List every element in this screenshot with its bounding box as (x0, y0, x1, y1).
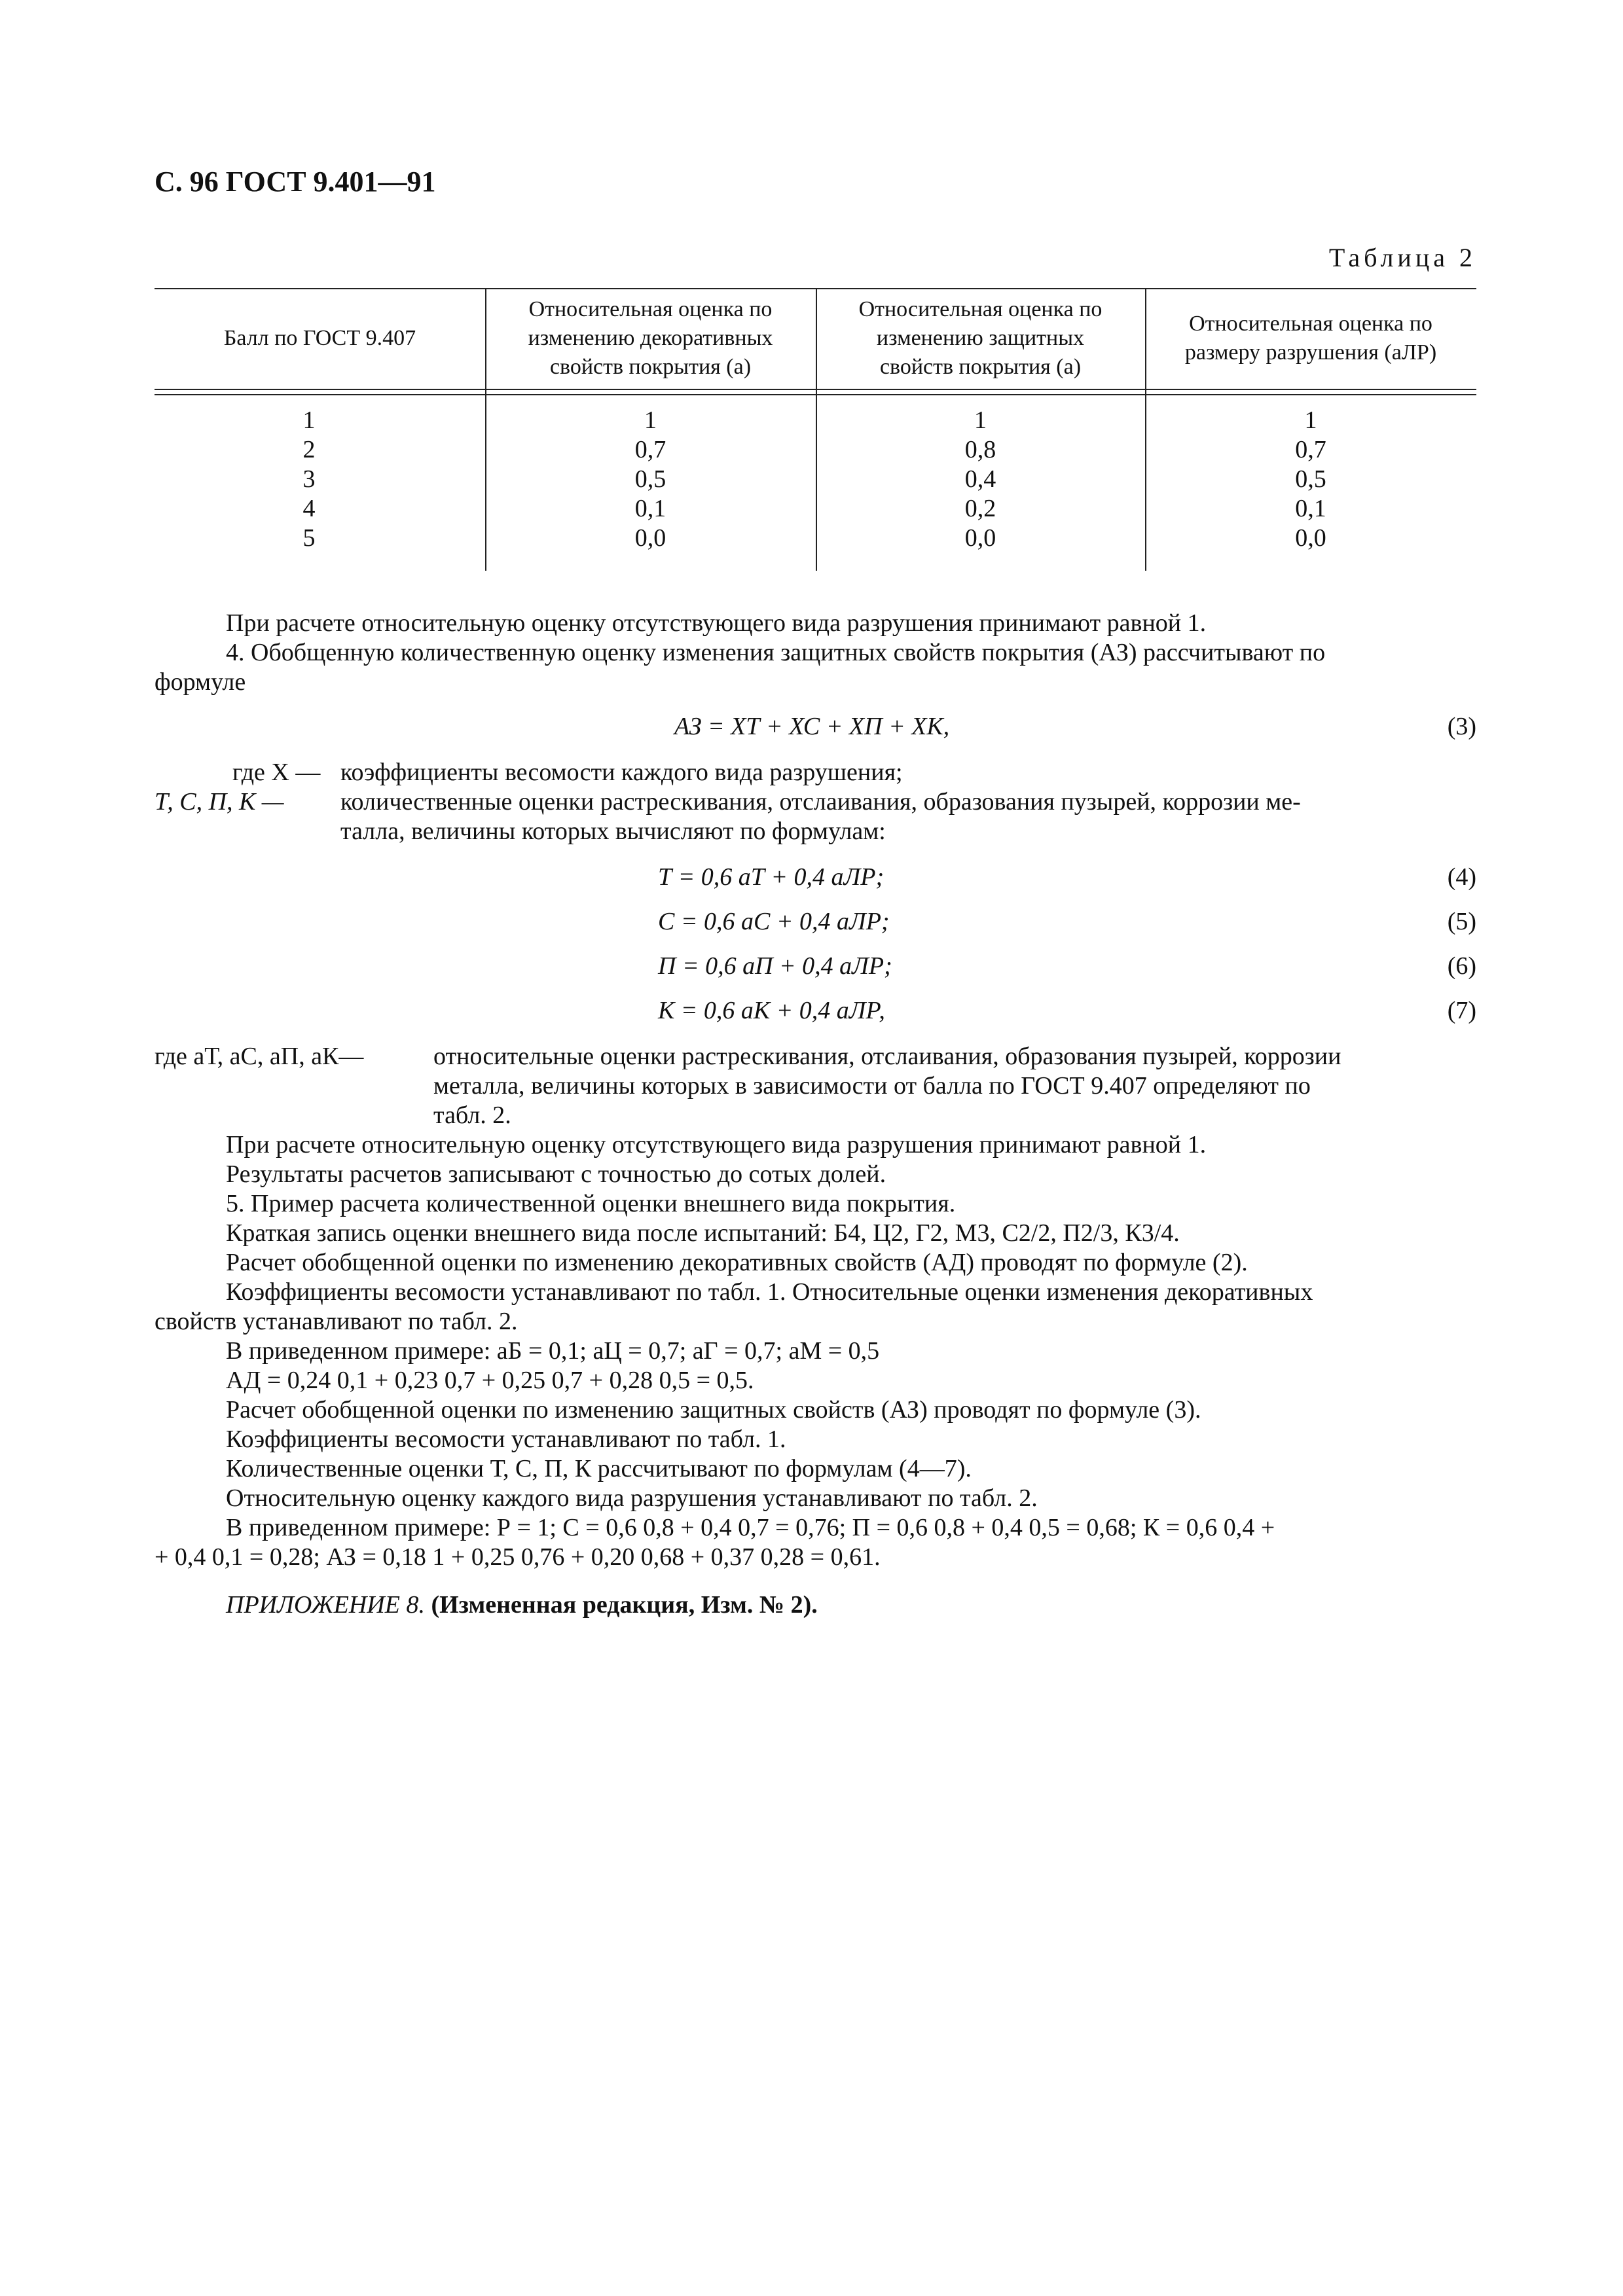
definition-label: где аТ, аС, аП, аК— (155, 1043, 364, 1070)
table-cell: 0,1 (1295, 495, 1326, 522)
table-cell: 3 (302, 465, 316, 493)
paragraph: Расчет обобщенной оценки по изменению защитных свойств (АЗ) проводят по формуле (3). (226, 1396, 1201, 1424)
appendix-revision: (Измененная редакция, Изм. № 2). (431, 1591, 818, 1619)
paragraph: Относительную оценку каждого вида разрушения устанавливают по табл. 2. (226, 1484, 1038, 1512)
definition-text: относительные оценки растрескивания, отслаивания, образования пузырей, коррозии (433, 1043, 1341, 1070)
formula-number: (7) (1447, 997, 1476, 1024)
paragraph: Расчет обобщенной оценки по изменению декоративных свойств (АД) проводят по формуле (2). (226, 1249, 1248, 1276)
paragraph: При расчете относительную оценку отсутствующего вида разрушения принимают равной 1. (226, 1131, 1207, 1158)
table-cell: 0,2 (964, 495, 996, 522)
table-label: Таблица 2 (1328, 243, 1476, 272)
paragraph: Коэффициенты весомости устанавливают по табл. 1. (226, 1426, 786, 1453)
table-cell: 0,7 (1295, 436, 1326, 463)
table-cell: 1 (974, 406, 987, 434)
table-column-protect (816, 406, 1145, 553)
formula-6: П = 0,6 аП + 0,4 аЛР; (658, 952, 892, 980)
table-cell: 1 (644, 406, 657, 434)
table-cell: 0,8 (964, 436, 996, 463)
table-header-cell: Относительная оценка по размеру разрушения (aЛР) (1184, 312, 1437, 365)
paragraph: 4. Обобщенную количественную оценку изменения защитных свойств покрытия (АЗ) рассчитывают по (226, 639, 1326, 666)
formula-5: С = 0,6 аС + 0,4 аЛР; (658, 908, 890, 935)
paragraph: свойств устанавливают по табл. 2. (155, 1308, 518, 1335)
definition-text: талла, величины которых вычисляют по формулам: (340, 817, 886, 845)
appendix-note (226, 1590, 818, 1620)
table-column-decor (485, 406, 816, 553)
paragraph: + 0,4 0,1 = 0,28; АЗ = 0,18 1 + 0,25 0,76 + 0,20 0,68 + 0,37 0,28 = 0,61. (155, 1543, 881, 1571)
formula-7: К = 0,6 аК + 0,4 аЛР, (658, 997, 885, 1024)
table-header-cell: Балл по ГОСТ 9.407 (223, 326, 416, 350)
table-cell: 0,7 (634, 436, 666, 463)
formula-number: (6) (1447, 952, 1476, 980)
paragraph: АД = 0,24 0,1 + 0,23 0,7 + 0,25 0,7 + 0,28 0,5 = 0,5. (226, 1367, 754, 1394)
table-column-ball (155, 406, 464, 553)
table-2 (155, 288, 1476, 571)
paragraph: 5. Пример расчета количественной оценки внешнего вида покрытия. (226, 1190, 956, 1217)
table-header-cell: Относительная оценка по изменению декоративных свойств покрытия (a) (528, 297, 773, 379)
paragraph: При расчете относительную оценку отсутствующего вида разрушения принимают равной 1. (226, 609, 1207, 637)
table-cell: 0,0 (964, 524, 996, 552)
table-cell: 2 (302, 436, 316, 463)
paragraph: Результаты расчетов записывают с точностью до сотых долей. (226, 1160, 886, 1188)
table-cell: 4 (302, 495, 316, 522)
formula-3: АЗ = ХТ + ХС + ХП + ХК, (674, 713, 950, 740)
table-cell: 0,1 (634, 495, 666, 522)
table-cell: 0,0 (1295, 524, 1326, 552)
table-cell: 0,5 (634, 465, 666, 493)
paragraph: В приведенном примере: Р = 1; С = 0,6 0,8 + 0,4 0,7 = 0,76; П = 0,6 0,8 + 0,4 0,5 = 0,68; К = 0,6 0,4 + (226, 1514, 1275, 1541)
definition-text: металла, величины которых в зависимости от балла по ГОСТ 9.407 определяют по (433, 1072, 1311, 1100)
paragraph: Коэффициенты весомости устанавливают по табл. 1. Относительные оценки изменения декоративных (226, 1278, 1313, 1306)
paragraph: Количественные оценки Т, С, П, К рассчитывают по формулам (4—7). (226, 1455, 972, 1482)
table-cell: 5 (302, 524, 316, 552)
definition-label: Т, С, П, К — (155, 788, 284, 816)
paragraph: В приведенном примере: аБ = 0,1; аЦ = 0,7; аГ = 0,7; аМ = 0,5 (226, 1337, 880, 1365)
table-cell: 0,4 (964, 465, 996, 493)
table-header-cell: Относительная оценка по изменению защитных свойств покрытия (a) (858, 297, 1103, 379)
formula-number: (3) (1447, 713, 1476, 740)
table-cell: 0,5 (1295, 465, 1326, 493)
table-column-damage (1145, 406, 1476, 553)
formula-number: (5) (1447, 908, 1476, 935)
paragraph: Краткая запись оценки внешнего вида после испытаний: Б4, Ц2, Г2, М3, С2/2, П2/3, К3/4. (226, 1219, 1180, 1247)
definition-text: количественные оценки растрескивания, отслаивания, образования пузырей, коррозии ме- (340, 788, 1301, 816)
paragraph: формуле (155, 668, 246, 696)
table-cell: 0,0 (634, 524, 666, 552)
definition-text: коэффициенты весомости каждого вида разрушения; (340, 759, 903, 786)
definition-text: табл. 2. (433, 1102, 511, 1129)
page-header: С. 96 ГОСТ 9.401—91 (155, 166, 436, 198)
appendix-title: ПРИЛОЖЕНИЕ 8. (226, 1591, 425, 1619)
definition-label: где Х — (232, 759, 321, 786)
table-cell: 1 (1304, 406, 1317, 434)
table-cell: 1 (302, 406, 316, 434)
formula-number: (4) (1447, 863, 1476, 891)
formula-4: Т = 0,6 аТ + 0,4 аЛР; (658, 863, 884, 891)
